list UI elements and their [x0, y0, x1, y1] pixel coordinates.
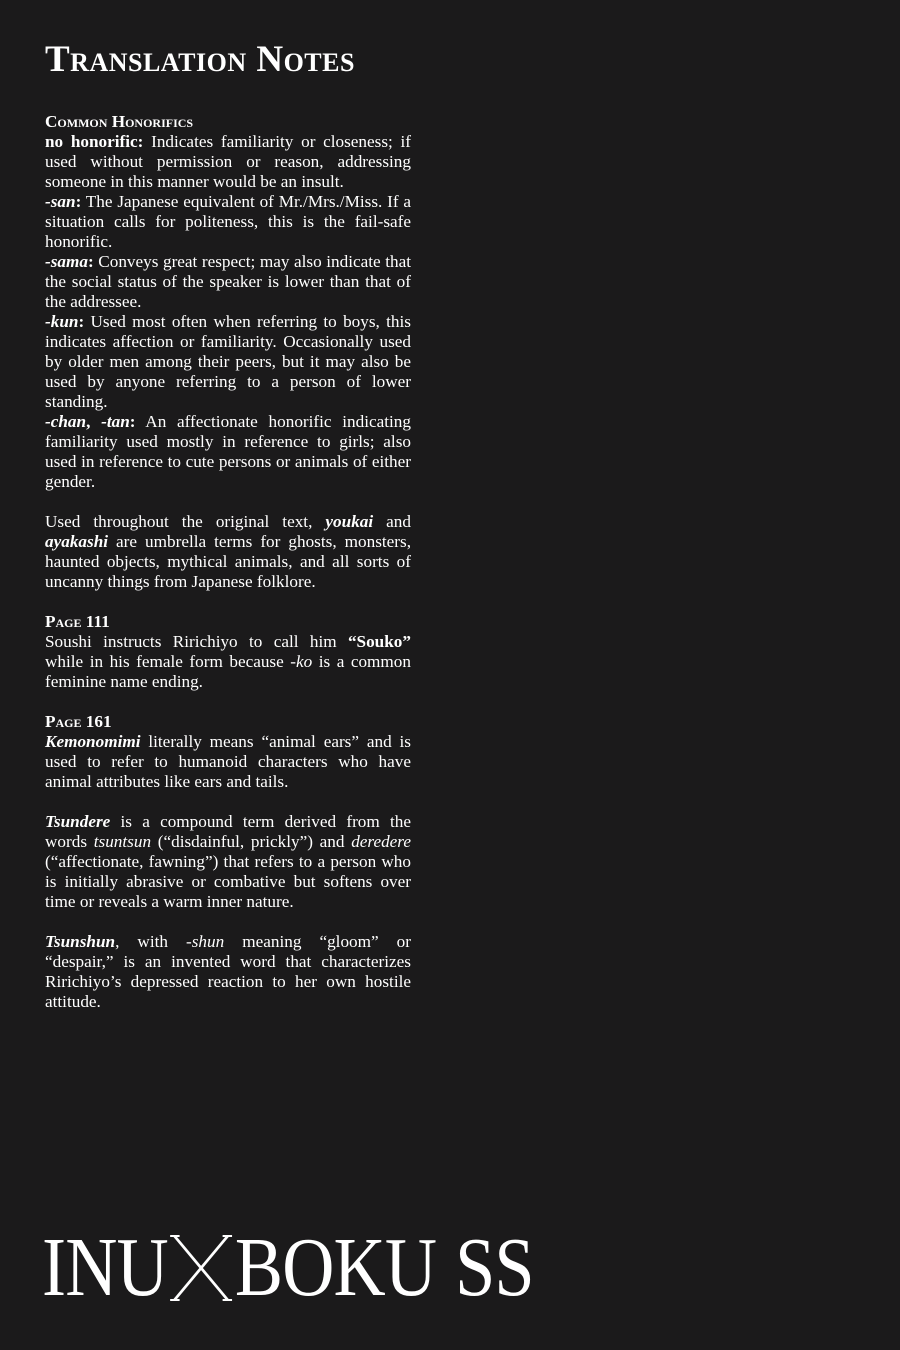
tsunshun-note [45, 932, 411, 1012]
tsunshun-text: , with [115, 932, 187, 951]
youkai-term: youkai [325, 512, 374, 531]
honorific-text: The Japanese equivalent of Mr./Mrs./Miss. If a situation calls for politeness, this is the fail-safe honorific. [45, 192, 411, 251]
honorifics-heading: Common Honorifics [45, 112, 194, 131]
honorific-text: Indicates familiarity or closeness; if used without permission or reason, addressing someone in this manner would be an insult. [45, 132, 411, 191]
spacer [45, 792, 411, 812]
page-111-text: while in his female form because [45, 652, 291, 671]
page-title: Translation Notes [45, 39, 355, 80]
honorific-entry [45, 132, 411, 192]
logo-word-inu: INU [42, 1221, 168, 1314]
tsuntsun-word: tsuntsun [93, 832, 152, 851]
honorific-colon: : [75, 192, 82, 211]
tsunshun-text: meaning “gloom” or “despair,” is an invented word that characterizes Ririchiyo’s depressed reaction to her own hostile attitude. [45, 932, 411, 1011]
ko-suffix: -ko [290, 652, 313, 671]
honorific-text: An affectionate honorific indicating familiarity used mostly in reference to girls; also used in reference to cute persons or animals of either gender. [45, 412, 411, 491]
souko-term: “Souko” [347, 632, 411, 651]
logo-word-boku: BOKU [234, 1221, 437, 1314]
spacer [45, 692, 411, 712]
page-161-heading: Page 161 [45, 712, 112, 731]
honorific-separator: , [86, 412, 102, 431]
honorific-term: -chan [45, 412, 87, 431]
honorific-entry [45, 252, 411, 312]
tsundere-text: (“disdainful, prickly”) and [151, 832, 352, 851]
page-111-text: is a common feminine name ending. [45, 652, 411, 691]
spacer [45, 592, 411, 612]
tsundere-note [45, 812, 411, 912]
tsundere-text: is a compound term derived from the words [45, 812, 411, 851]
page-111-text: Soushi instructs Ririchiyo to call him [45, 632, 348, 651]
youkai-note [45, 512, 411, 592]
kemonomimi-term: Kemonomimi [45, 732, 141, 751]
deredere-word: deredere [351, 832, 411, 851]
kemonomimi-note [45, 732, 411, 792]
ayakashi-term: ayakashi [45, 532, 109, 551]
tsunshun-term: Tsunshun [45, 932, 116, 951]
page-111-note [45, 632, 411, 692]
honorific-term: -sama [45, 252, 88, 271]
tsundere-term: Tsundere [45, 812, 111, 831]
honorific-term: no honorific: [45, 132, 144, 151]
honorific-entry [45, 412, 411, 492]
honorific-text: Used most often when referring to boys, this indicates affection or familiarity. Occasionally used by older men among their peers, but it may also be used by anyone referring to a person of lower standing. [45, 312, 411, 411]
youkai-note-text: Used throughout the original text, [45, 512, 326, 531]
honorific-colon: : [129, 412, 136, 431]
kemonomimi-text: literally means “animal ears” and is used to refer to humanoid characters who have animal attributes like ears and tails. [45, 732, 411, 791]
honorific-text: Conveys great respect; may also indicate that the social status of the speaker is lower than that of the addressee. [45, 252, 411, 311]
spacer [45, 492, 411, 512]
youkai-note-text: are umbrella terms for ghosts, monsters, haunted objects, mythical animals, and all sorts of uncanny things from Japanese folklore. [45, 532, 411, 591]
youkai-note-text: and [373, 512, 411, 531]
tsundere-text: (“affectionate, fawning”) that refers to a person who is initially abrasive or combative but softens over time or reveals a warm inner nature. [45, 852, 411, 911]
spacer [45, 912, 411, 932]
honorific-entry [45, 312, 411, 412]
honorific-term: -kun [45, 312, 79, 331]
honorific-entry [45, 192, 411, 252]
honorific-colon: : [87, 252, 94, 271]
page-111-heading: Page 111 [45, 612, 110, 631]
x-mark-icon [170, 1232, 234, 1304]
honorific-term-2: -tan [101, 412, 130, 431]
shun-word: -shun [186, 932, 225, 951]
series-logo [42, 1221, 534, 1314]
logo-word-ss: SS [455, 1221, 534, 1314]
notes-body [45, 112, 411, 1012]
honorific-colon: : [78, 312, 85, 331]
honorific-term: -san [45, 192, 76, 211]
